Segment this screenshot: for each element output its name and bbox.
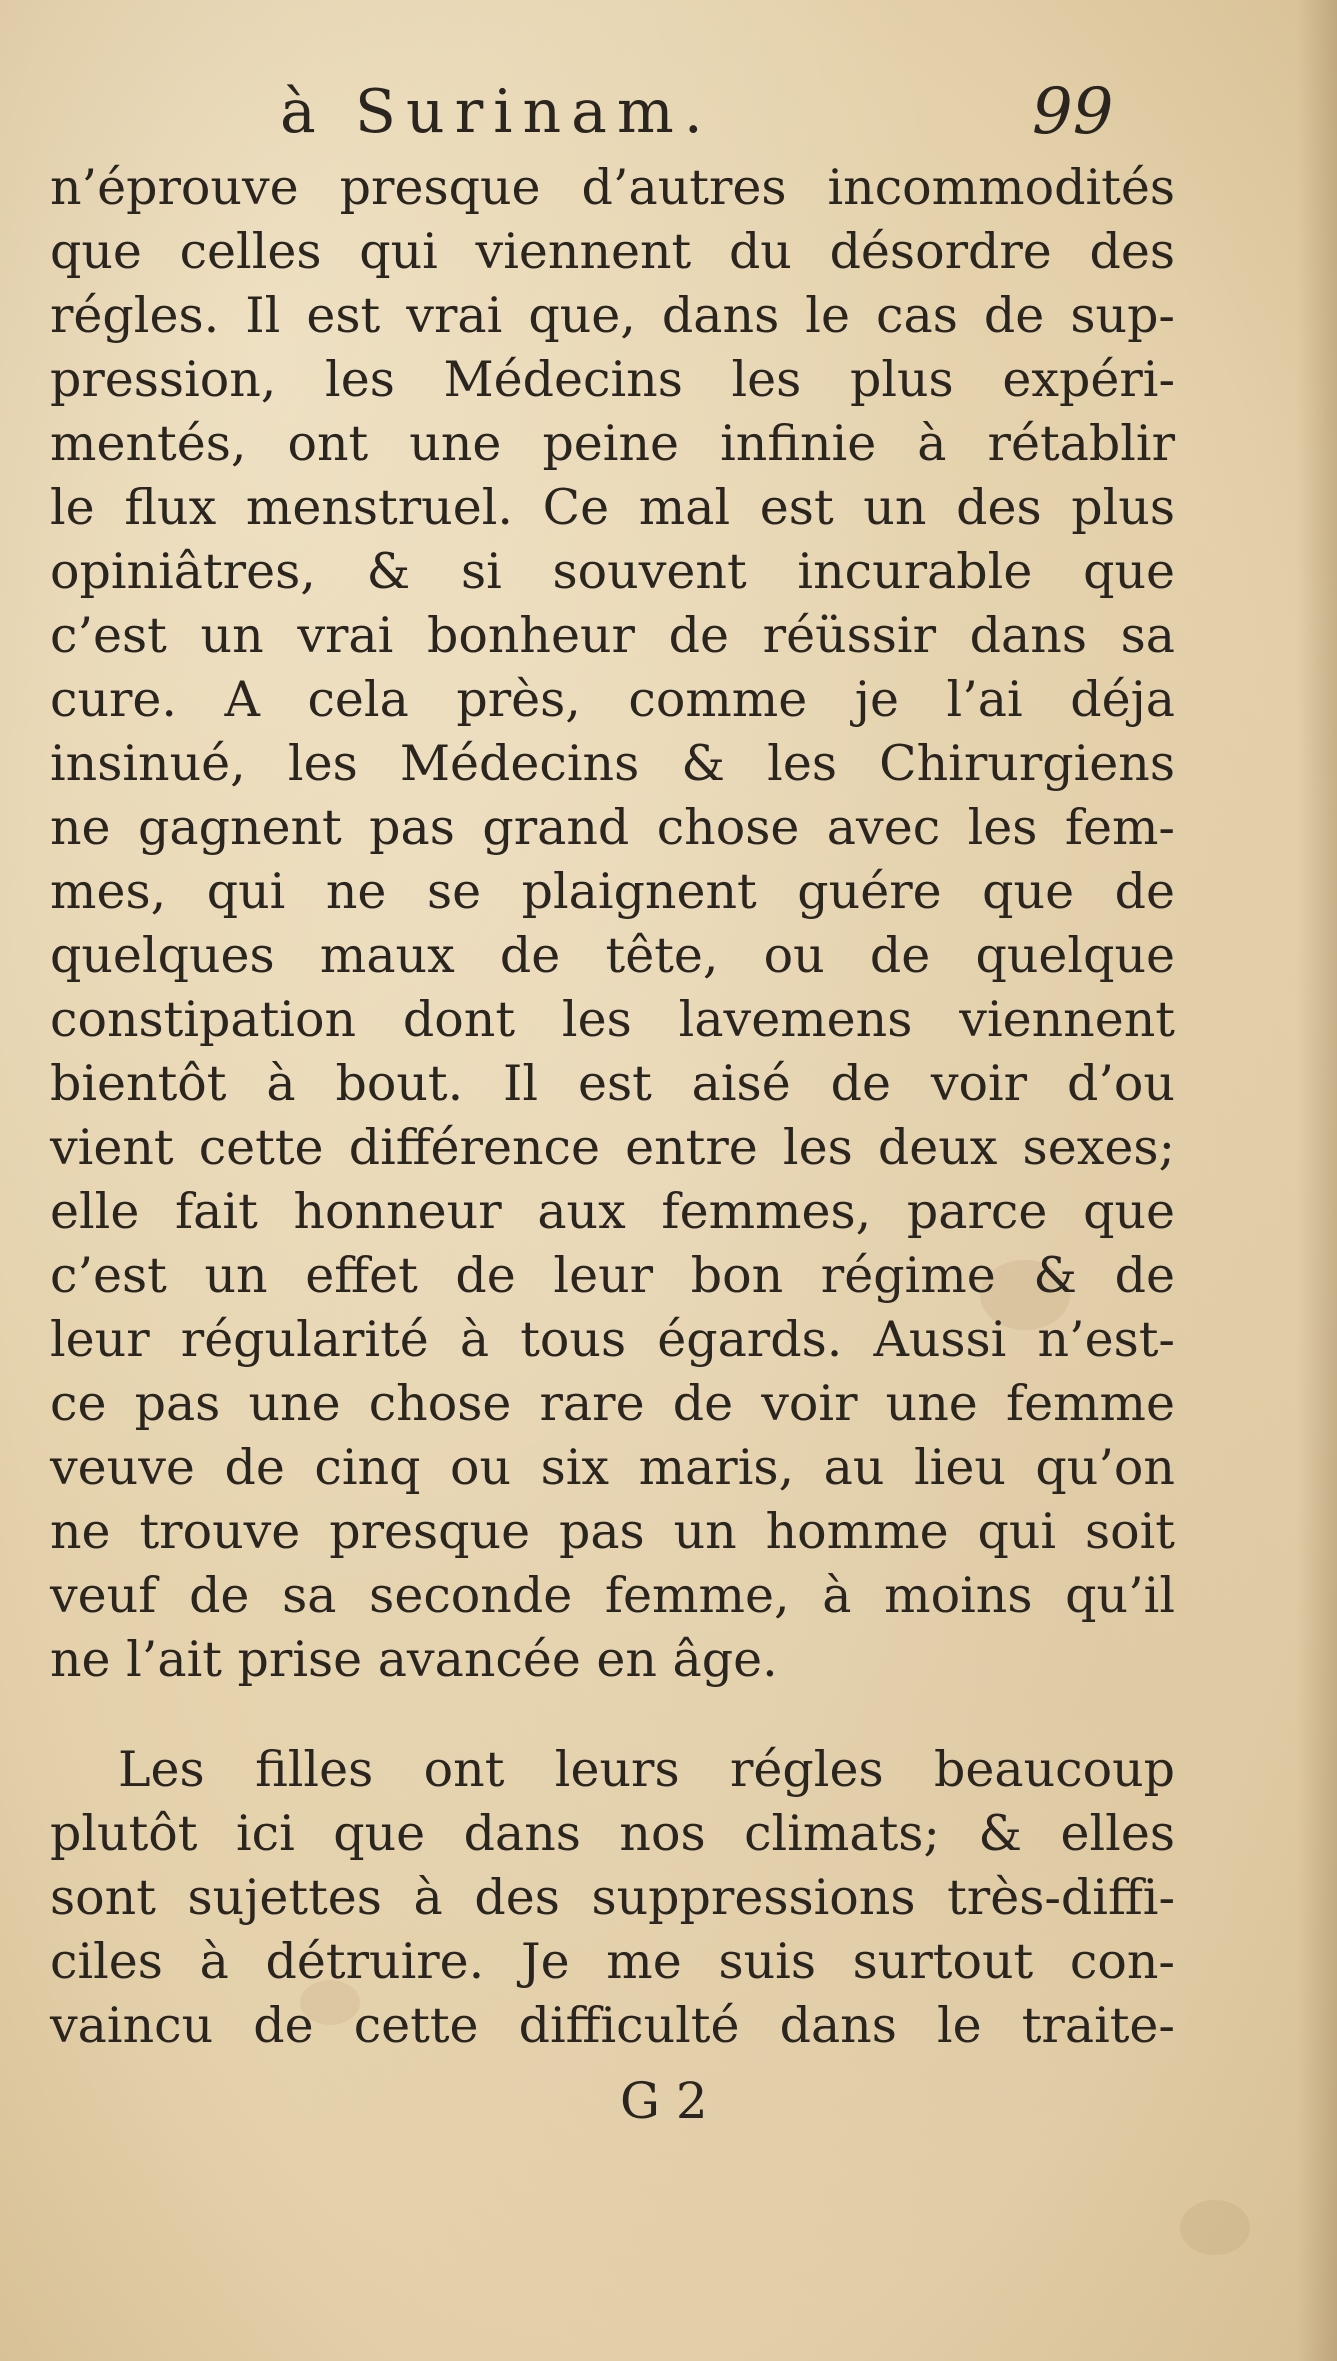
text-line: constipation dont les lavemens viennent <box>50 991 1175 1048</box>
text-line: c’est un vrai bonheur de réüssir dans sa <box>50 607 1175 664</box>
text-line: Les filles ont leurs régles beaucoup <box>118 1741 1175 1798</box>
text-line: ne l’ait prise avancée en âge. <box>50 1631 778 1688</box>
text-line: ce pas une chose rare de voir une femme <box>50 1375 1175 1432</box>
text-line: leur régularité à tous égards. Aussi n’est- <box>50 1311 1175 1368</box>
text-line: opiniâtres, & si souvent incurable que <box>50 543 1175 600</box>
text-line: que celles qui viennent du désordre des <box>50 223 1175 280</box>
text-line: quelques maux de tête, ou de quelque <box>50 927 1175 984</box>
foxing-spot <box>1180 2200 1250 2255</box>
text-line: bientôt à bout. Il est aisé de voir d’ou <box>50 1055 1175 1112</box>
text-line: insinué, les Médecins & les Chirurgiens <box>50 735 1175 792</box>
text-line: régles. Il est vrai que, dans le cas de sup- <box>50 287 1175 344</box>
page-number: 99 <box>1032 75 1114 149</box>
text-line: le flux menstruel. Ce mal est un des plus <box>50 479 1175 536</box>
text-line: c’est un effet de leur bon régime & de <box>50 1247 1175 1304</box>
page-header <box>0 72 1337 152</box>
text-line: cure. A cela près, comme je l’ai déja <box>50 671 1175 728</box>
text-line: veuve de cinq ou six maris, au lieu qu’on <box>50 1439 1175 1496</box>
paragraph-2 <box>50 1738 1175 2058</box>
text-line: plutôt ici que dans nos climats; & elles <box>50 1805 1175 1862</box>
paragraph-1 <box>50 156 1175 1692</box>
text-line: ciles à détruire. Je me suis surtout con- <box>50 1933 1175 1990</box>
text-line: ne trouve presque pas un homme qui soit <box>50 1503 1175 1560</box>
page-edge-shadow <box>1297 0 1337 2361</box>
text-line: sont sujettes à des suppressions très-diffi- <box>50 1869 1175 1926</box>
running-head: à Surinam. <box>280 77 713 147</box>
text-line: vient cette différence entre les deux sexes; <box>50 1119 1175 1176</box>
text-line: mentés, ont une peine infinie à rétablir <box>50 415 1175 472</box>
text-line: mes, qui ne se plaignent guére que de <box>50 863 1175 920</box>
text-line: pression, les Médecins les plus expéri- <box>50 351 1175 408</box>
text-line: elle fait honneur aux femmes, parce que <box>50 1183 1175 1240</box>
text-line: n’éprouve presque d’autres incommodités <box>50 159 1175 216</box>
text-line: vaincu de cette difficulté dans le traite- <box>50 1997 1175 2054</box>
text-line: ne gagnent pas grand chose avec les fem- <box>50 799 1175 856</box>
signature-mark: G 2 <box>620 2072 708 2130</box>
text-line: veuf de sa seconde femme, à moins qu’il <box>50 1567 1175 1624</box>
